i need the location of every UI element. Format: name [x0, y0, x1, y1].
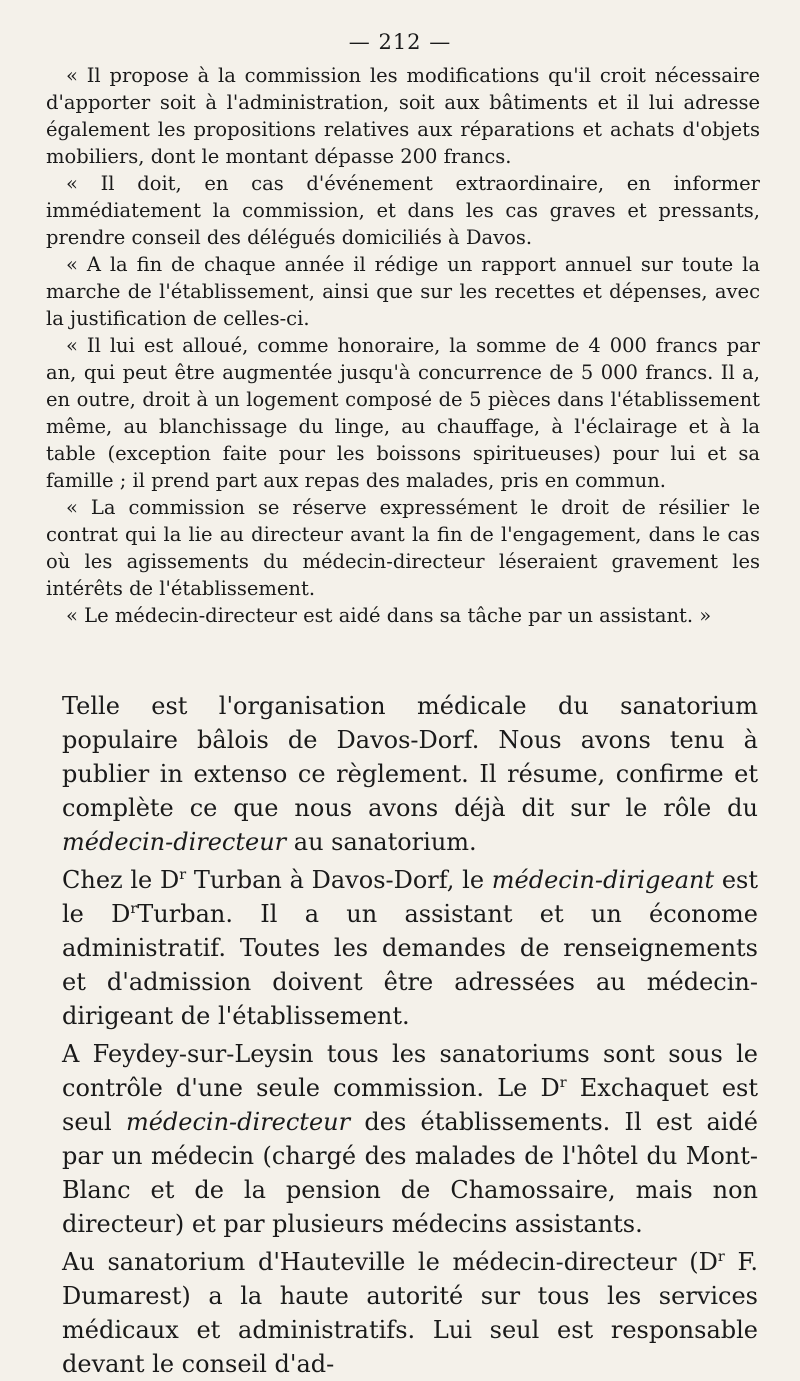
text-run: Au sanatorium d'Hauteville le médecin-directeur (D	[62, 1248, 718, 1276]
text-run: Chez le D	[62, 866, 180, 894]
text-run: A Feydey-sur-Leysin tous les sanatoriums sont sous le contrôle d'une seule commission. Le D	[62, 1040, 758, 1102]
text-run: F. Dumarest) a la haute autorité sur tous les services médicaux et administratifs. Lui seul est responsable devant le conseil d'ad-	[62, 1248, 759, 1378]
body-paragraph-1	[62, 689, 758, 859]
quote-paragraph: « Il propose à la commission les modifications qu'il croit nécessaire d'apporter soit à l'administration, soit aux bâtiments et il lui adresse également les propositions relatives aux réparations et achats d'objets mobiliers, dont le montant dépasse 200 francs.	[46, 64, 760, 168]
quote-paragraph: « Le médecin-directeur est aidé dans sa tâche par un assistant. »	[66, 604, 712, 627]
superscript: r	[130, 901, 138, 917]
superscript: r	[179, 867, 187, 883]
text-run: au sanatorium.	[286, 828, 477, 856]
italic-term: médecin-directeur	[125, 1108, 351, 1136]
superscript: r	[717, 1249, 725, 1265]
text-run: Telle est l'organisation médicale du sanatorium populaire bâlois de Davos-Dorf. Nous avons tenu à publier in extenso ce règlement. Il résume, confirme et complète ce que nous avons déjà dit sur le rôle du	[62, 692, 758, 822]
text-run: Turban. Il a un assistant et un économe administratif. Toutes les demandes de renseignements et d'admission doivent être adressées au médecin-dirigeant de l'établissement.	[62, 900, 759, 1030]
italic-term: médecin-directeur	[62, 828, 287, 856]
quote-paragraph: « La commission se réserve expressément le droit de résilier le contrat qui la lie au directeur avant la fin de l'engagement, dans le cas où les agissements du médecin-directeur léseraient gravement les intérêts de l'établissement.	[46, 496, 760, 600]
italic-term: médecin-dirigeant	[491, 866, 715, 894]
quoted-regulation	[46, 62, 760, 629]
quote-paragraph: « Il doit, en cas d'événement extraordinaire, en informer immédiatement la commission, et dans les cas graves et pressants, prendre conseil des délégués domiciliés à Davos.	[46, 172, 760, 249]
text-run: des établissements. Il est aidé par un médecin (chargé des malades de l'hôtel du Mont-Blanc et de la pension de Chamossaire, mais non directeur) et par plusieurs médecins assistants.	[62, 1108, 758, 1238]
body-paragraph-4	[62, 1245, 758, 1381]
body-text	[62, 689, 758, 1381]
superscript: r	[559, 1075, 567, 1091]
page-number: — 212 —	[348, 30, 452, 54]
body-paragraph-3	[62, 1037, 758, 1241]
text-run: Turban à Davos-Dorf, le	[186, 866, 492, 894]
section-gap	[0, 629, 800, 689]
body-paragraph-2	[62, 863, 758, 1033]
quote-paragraph: « Il lui est alloué, comme honoraire, la somme de 4 000 francs par an, qui peut être augmentée jusqu'à concurrence de 5 000 francs. Il a, en outre, droit à un logement composé de 5 pièces dans l'établissement même, au blanchissage du linge, au chauffage, à l'éclairage et à la table (exception faite pour les boissons spiritueuses) pour lui et sa famille ; il prend part aux repas des malades, pris en commun.	[46, 334, 760, 492]
text-run: Exchaquet est seul	[62, 1074, 758, 1136]
text-run: est le D	[62, 866, 759, 928]
quote-paragraph: « A la fin de chaque année il rédige un rapport annuel sur toute la marche de l'établissement, ainsi que sur les recettes et dépenses, avec la justification de celles-ci.	[46, 253, 760, 330]
